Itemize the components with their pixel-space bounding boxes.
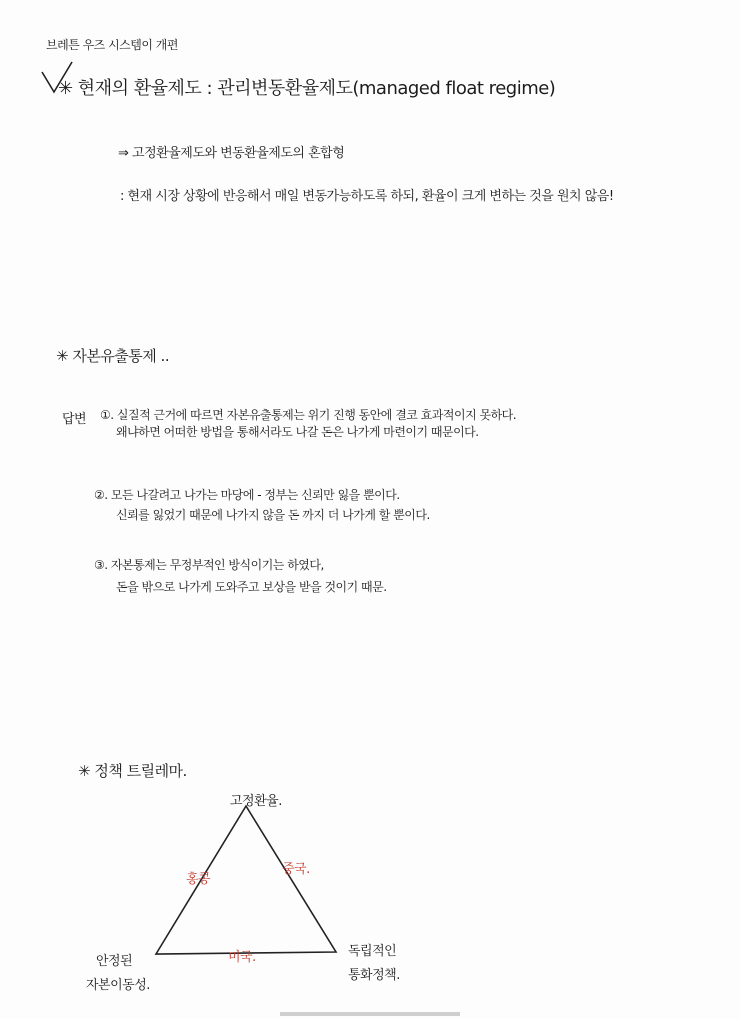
capital-control-heading: ✳ 자본유출통제 .. (56, 347, 170, 365)
trilemma-left-edge-label: 홍콩 (186, 872, 211, 887)
capital-control-item-1a: ①. 실질적 근거에 따르면 자본유출통제는 위기 진행 동안에 결코 효과적이지 못하다. (100, 408, 517, 422)
capital-control-item-3b: 돈을 밖으로 나가게 도와주고 보상을 받을 것이기 때문. (116, 580, 387, 594)
hybrid-regime-line: ⇒ 고정환율제도와 변동환율제도의 혼합형 (118, 146, 345, 161)
trilemma-top-vertex: 고정환율. (230, 794, 282, 809)
trilemma-left-vertex-line1: 안정된 (96, 954, 133, 969)
regime-explanation-line: : 현재 시장 상황에 반응해서 매일 변동가능하도록 하되, 환율이 크게 변하는 것을 원치 않음! (120, 189, 614, 204)
scan-edge-artifact (280, 1012, 460, 1016)
trilemma-left-vertex-line2: 자본이동성. (86, 978, 150, 993)
capital-control-item-3a: ③. 자본통제는 무정부적인 방식이기는 하였다, (94, 558, 324, 572)
answer-label: 답변 (62, 412, 87, 427)
capital-control-item-2a: ②. 모든 나갈려고 나가는 마당에 - 정부는 신뢰만 잃을 뿐이다. (94, 488, 400, 502)
trilemma-right-edge-label: 중국. (282, 862, 310, 877)
trilemma-triangle (150, 800, 350, 960)
capital-control-item-1b: 왜냐하면 어떠한 방법을 통해서라도 나갈 돈은 나가게 마련이기 때문이다. (116, 425, 479, 439)
trilemma-right-vertex-line1: 독립적인 (348, 944, 397, 959)
trilemma-right-vertex-line2: 통화정책. (348, 968, 400, 983)
capital-control-item-2b: 신뢰를 잃었기 때문에 나가지 않을 돈 까지 더 나가게 할 뿐이다. (116, 508, 430, 522)
trilemma-bottom-edge-label: 미국. (228, 950, 256, 965)
bretton-woods-note: 브레튼 우즈 시스템이 개편 (46, 38, 178, 52)
policy-trilemma-heading: ✳ 정책 트릴레마. (78, 762, 187, 780)
section-current-exchange-regime-heading: ✳ 현재의 환율제도 : 관리변동환율제도(managed float regime) (58, 78, 556, 99)
